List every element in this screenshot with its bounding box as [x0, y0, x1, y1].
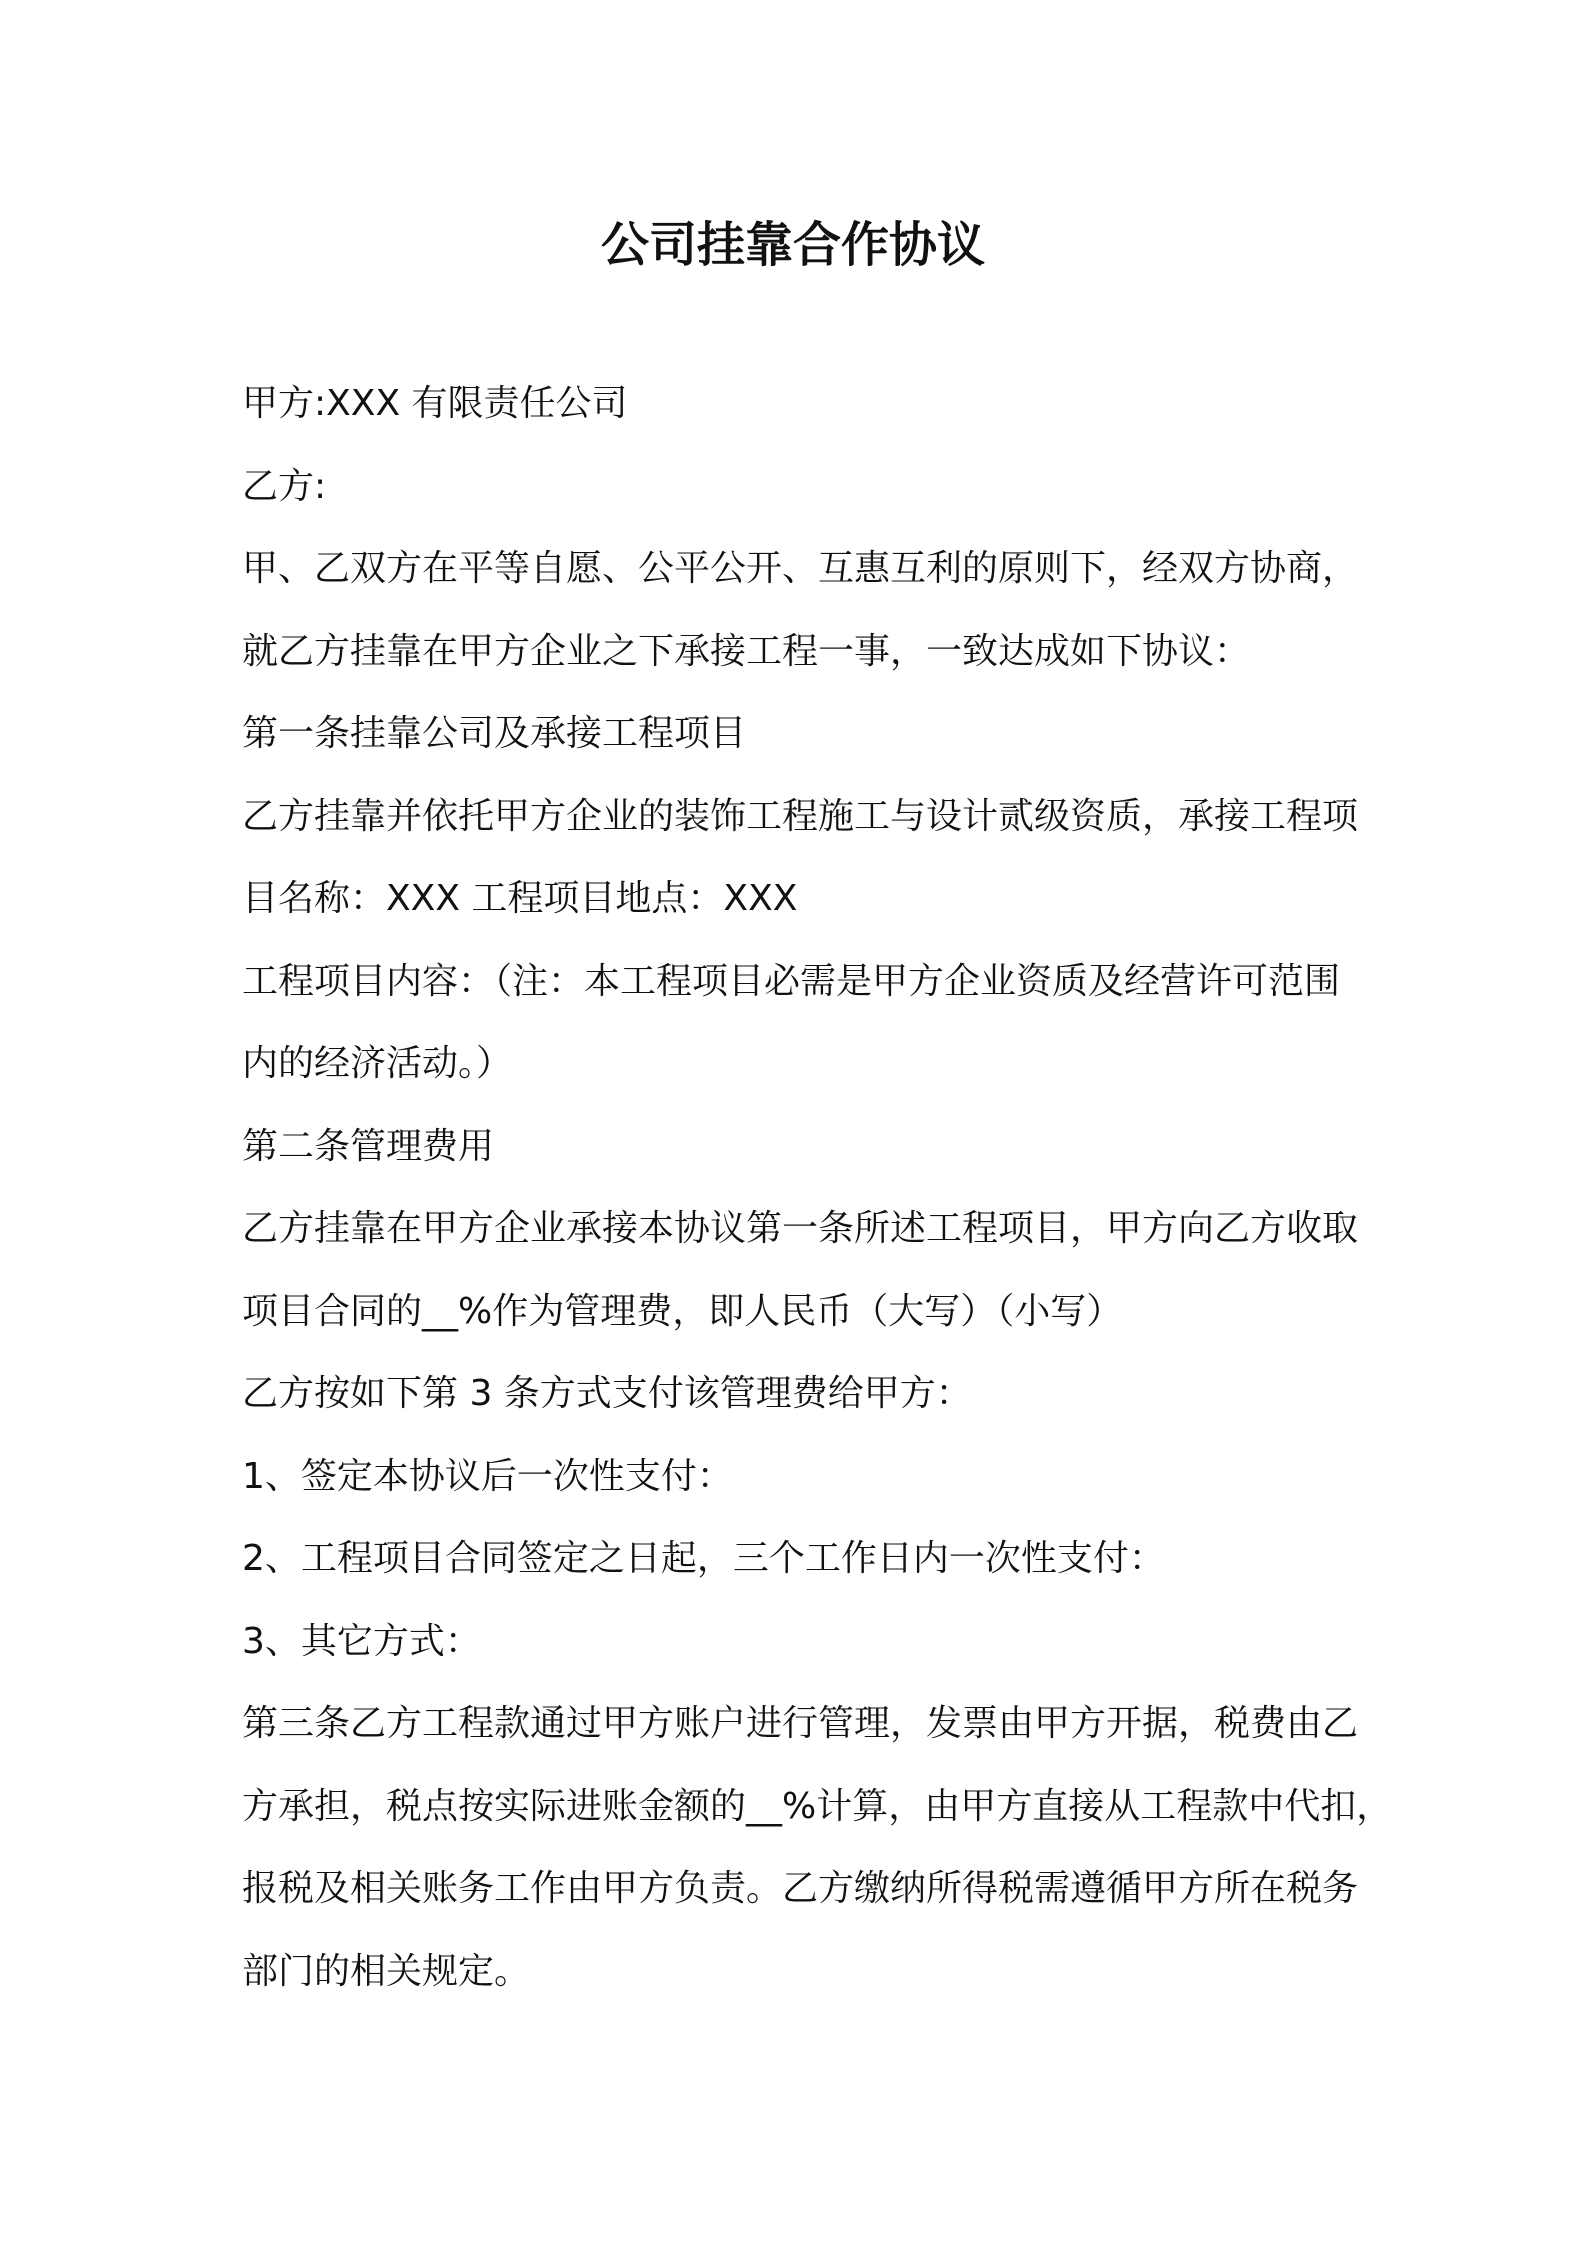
- preamble-line: 就乙方挂靠在甲方企业之下承接工程一事，一致达成如下协议：: [242, 630, 1251, 672]
- article-3-text: 报税及相关账务工作由甲方负责。乙方缴纳所得税需遵循甲方所在税务: [242, 1868, 1359, 1909]
- document-title: 公司挂靠合作协议: [600, 217, 985, 273]
- payment-option-item: 2、工程项目合同签定之日起，三个工作日内一次性支付：: [242, 1538, 1165, 1579]
- article-3-text: 部门的相关规定。: [242, 1950, 531, 1992]
- article-1-text: 工程项目内容：（注：本工程项目必需是甲方企业资质及经营许可范围: [242, 960, 1341, 1002]
- payment-option-item: 1、签定本协议后一次性支付：: [242, 1455, 733, 1497]
- party-a-line: 甲方:XXX 有限责任公司: [242, 383, 628, 424]
- article-1-text: 内的经济活动。）: [242, 1043, 513, 1084]
- payment-option-item: 3、其它方式：: [242, 1620, 481, 1662]
- article-1-text: 目名称：XXX 工程项目地点：XXX: [242, 878, 798, 919]
- article-3-text: 第三条乙方工程款通过甲方账户进行管理，发票由甲方开据，税费由乙: [242, 1703, 1359, 1744]
- preamble-line: 甲、乙双方在平等自愿、公平公开、互惠互利的原则下，经双方协商，: [242, 548, 1359, 589]
- article-2-text: 乙方挂靠在甲方企业承接本协议第一条所述工程项目，甲方向乙方收取: [242, 1208, 1359, 1249]
- document-body: [242, 363, 1407, 2013]
- article-2-text: 乙方按如下第 3 条方式支付该管理费给甲方：: [242, 1373, 972, 1414]
- article-1-heading: 第一条挂靠公司及承接工程项目: [242, 713, 747, 754]
- article-1-text: 乙方挂靠并依托甲方企业的装饰工程施工与设计贰级资质，承接工程项: [242, 795, 1359, 837]
- article-3-text: 方承担，税点按实际进账金额的__%计算，由甲方直接从工程款中代扣，: [242, 1785, 1393, 1827]
- article-2-heading: 第二条管理费用: [242, 1125, 495, 1167]
- party-b-line: 乙方:: [242, 465, 327, 507]
- article-2-text: 项目合同的__%作为管理费，即人民币（大写）（小写）: [242, 1290, 1123, 1332]
